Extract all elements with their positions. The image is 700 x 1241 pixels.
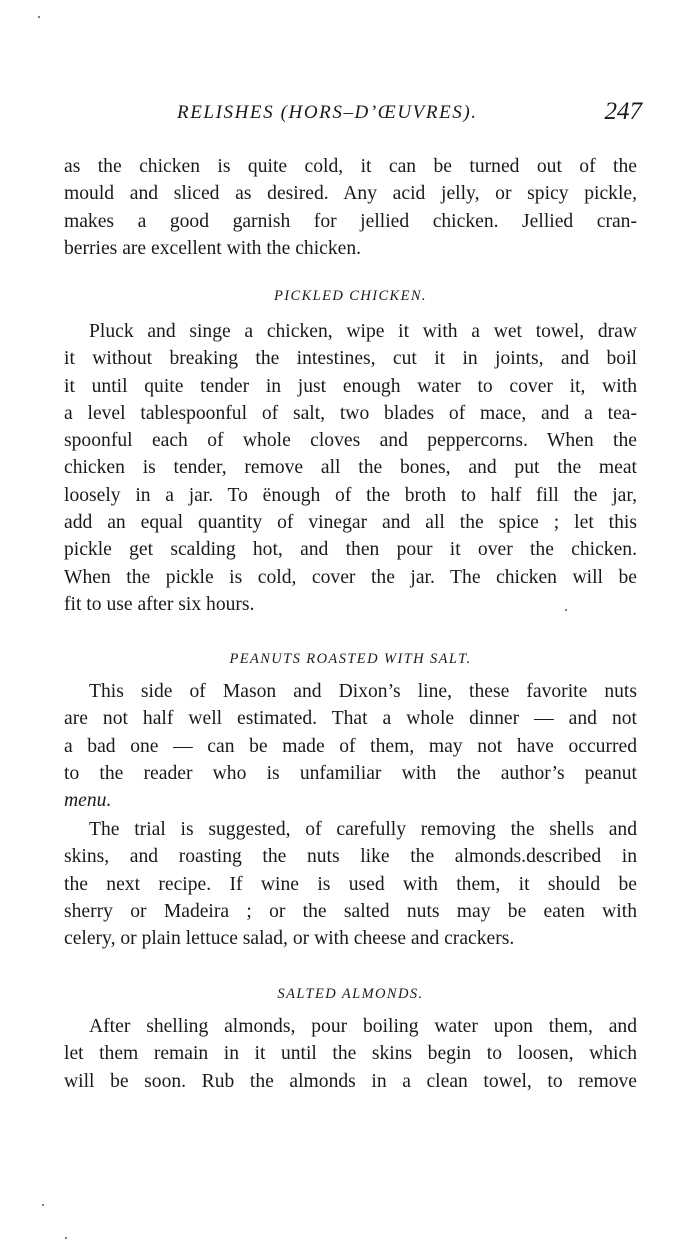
text-line: are not half well estimated. That a whole dinner — and not bbox=[64, 708, 637, 730]
text-line: spoonful each of whole cloves and peppercorns. When the bbox=[64, 430, 637, 452]
text-line: skins, and roasting the nuts like the almonds.described in bbox=[64, 846, 637, 868]
text-line: it without breaking the intestines, cut it in joints, and boil bbox=[64, 348, 637, 370]
text-line: a level tablespoonful of salt, two blades of mace, and a tea- bbox=[64, 402, 637, 424]
text-line: to the reader who is unfamiliar with the author’s peanut bbox=[64, 762, 637, 784]
text-line-italic: menu. bbox=[64, 790, 112, 812]
text-line: sherry or Madeira ; or the salted nuts may be eaten with bbox=[64, 900, 637, 922]
text-line: makes a good garnish for jellied chicken. Jellied cran- bbox=[64, 210, 637, 232]
text-line: fit to use after six hours. bbox=[64, 593, 255, 615]
text-line: will be soon. Rub the almonds in a clean towel, to remove bbox=[64, 1070, 637, 1092]
text-line: a bad one — can be made of them, may not have occurred bbox=[64, 735, 637, 757]
text-line: This side of Mason and Dixon’s line, these favorite nuts bbox=[89, 681, 637, 702]
text-line: the next recipe. If wine is used with them, it should be bbox=[64, 873, 637, 895]
text-line: Pluck and singe a chicken, wipe it with a wet towel, draw bbox=[89, 321, 637, 342]
salted-almonds-paragraph bbox=[64, 1013, 637, 1095]
peanuts-paragraph-2 bbox=[64, 816, 637, 952]
text-line: mould and sliced as desired. Any acid jelly, or spicy pickle, bbox=[64, 183, 637, 205]
text-line: it until quite tender in just enough water to cover it, with bbox=[64, 375, 637, 397]
pickled-chicken-paragraph bbox=[64, 318, 637, 618]
text-line: After shelling almonds, pour boiling water upon them, and bbox=[89, 1016, 637, 1037]
running-title: RELISHES (HORS–D’ŒUVRES). bbox=[177, 102, 478, 123]
section-heading-pickled-chicken: PICKLED CHICKEN. bbox=[274, 288, 427, 304]
text-line: add an equal quantity of vinegar and all the spice ; let this bbox=[64, 512, 637, 534]
peanuts-paragraph-1 bbox=[64, 678, 637, 814]
text-line: When the pickle is cold, cover the jar. The chicken will be bbox=[64, 566, 637, 588]
text-line: celery, or plain lettuce salad, or with cheese and crackers. bbox=[64, 928, 515, 950]
running-head bbox=[64, 100, 642, 132]
text-line: chicken is tender, remove all the bones, and put the meat bbox=[64, 457, 637, 479]
text-line: loosely in a jar. To ënough of the broth to half fill the jar, bbox=[64, 484, 637, 506]
speck-mark bbox=[565, 609, 567, 611]
section-heading-peanuts: PEANUTS ROASTED WITH SALT. bbox=[229, 651, 472, 667]
text-line: as the chicken is quite cold, it can be turned out of the bbox=[64, 156, 637, 177]
speck-mark bbox=[42, 1204, 44, 1206]
speck-mark bbox=[65, 1237, 67, 1239]
text-line: let them remain in it until the skins begin to loosen, which bbox=[64, 1043, 637, 1065]
text-line: berries are excellent with the chicken. bbox=[64, 237, 362, 259]
text-line: The trial is suggested, of carefully removing the shells and bbox=[89, 819, 637, 840]
section-heading-salted-almonds: SALTED ALMONDS. bbox=[277, 986, 424, 1002]
text-line: pickle get scalding hot, and then pour it over the chicken. bbox=[64, 539, 637, 561]
speck-mark bbox=[38, 16, 40, 18]
page-number: 247 bbox=[604, 98, 642, 125]
intro-paragraph bbox=[64, 153, 637, 262]
